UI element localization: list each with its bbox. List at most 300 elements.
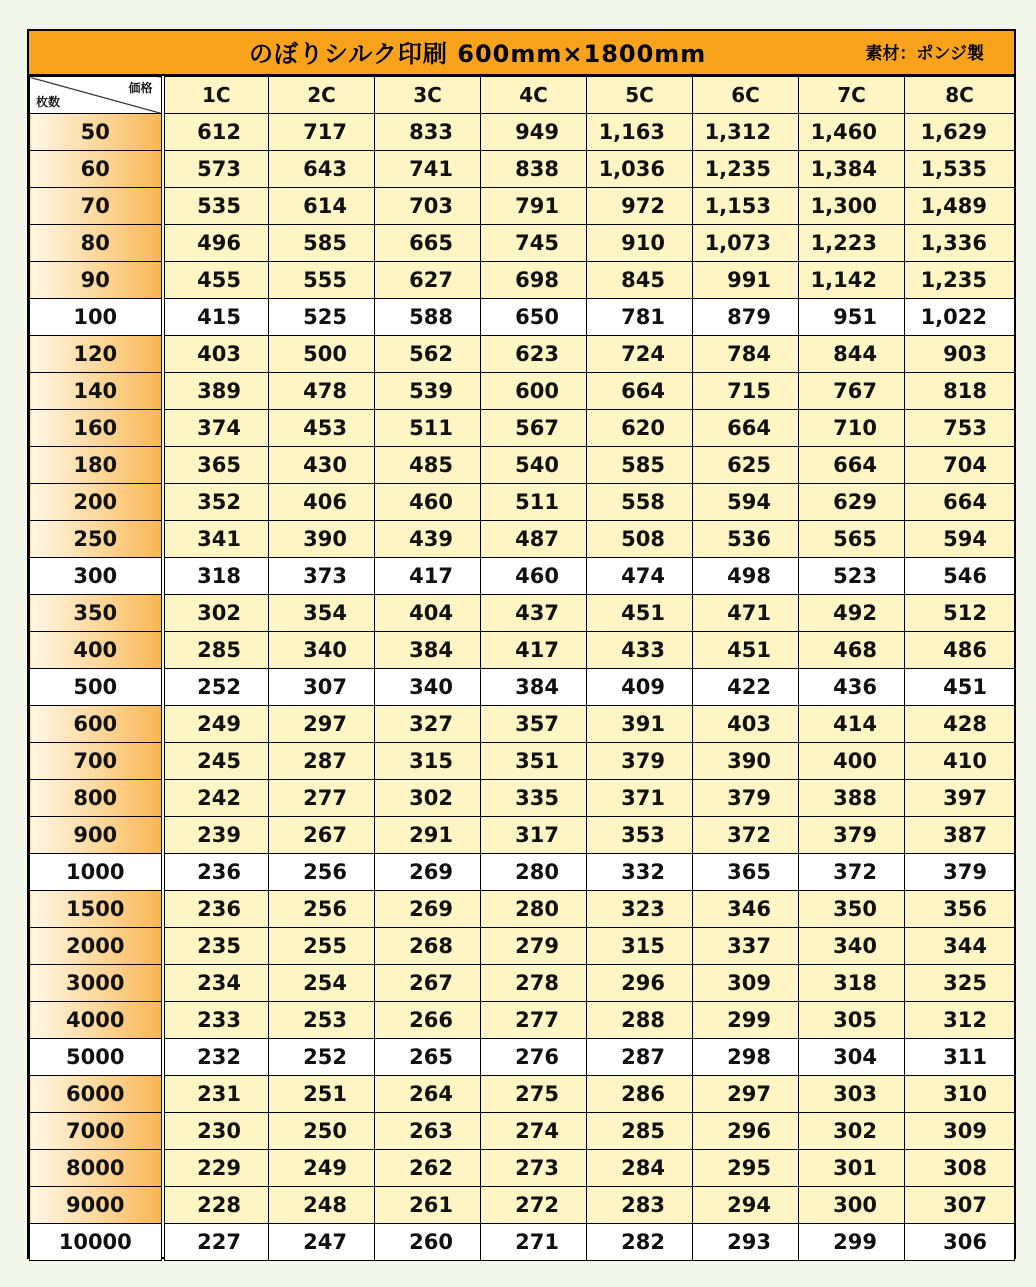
price-cell: 523 [799,558,905,595]
price-cell: 317 [481,817,587,854]
price-cell: 555 [269,262,375,299]
price-label: 価格 [128,81,153,95]
price-cell: 274 [481,1113,587,1150]
table-row [30,558,1015,595]
price-cell: 400 [799,743,905,780]
price-cell: 388 [799,780,905,817]
price-cell: 232 [163,1039,269,1076]
price-cell: 255 [269,928,375,965]
price-cell: 291 [375,817,481,854]
price-table [29,76,1015,1261]
price-cell: 468 [799,632,905,669]
price-cell: 372 [799,854,905,891]
price-cell: 279 [481,928,587,965]
price-cell: 710 [799,410,905,447]
price-cell: 451 [905,669,1015,706]
price-cell: 309 [905,1113,1015,1150]
price-cell: 249 [269,1150,375,1187]
price-cell: 838 [481,151,587,188]
price-cell: 344 [905,928,1015,965]
price-cell: 753 [905,410,1015,447]
quantity-cell: 2000 [30,928,163,965]
table-row [30,225,1015,262]
quantity-label: 枚数 [36,95,61,109]
price-cell: 903 [905,336,1015,373]
price-cell: 297 [693,1076,799,1113]
price-cell: 312 [905,1002,1015,1039]
price-cell: 372 [693,817,799,854]
quantity-cell: 90 [30,262,163,299]
price-cell: 620 [587,410,693,447]
price-cell: 1,153 [693,188,799,225]
price-cell: 949 [481,114,587,151]
table-row [30,151,1015,188]
price-cell: 451 [587,595,693,632]
quantity-cell: 80 [30,225,163,262]
price-cell: 600 [481,373,587,410]
price-cell: 406 [269,484,375,521]
table-row [30,262,1015,299]
price-cell: 236 [163,854,269,891]
price-cell: 410 [905,743,1015,780]
price-cell: 256 [269,854,375,891]
price-cell: 451 [693,632,799,669]
quantity-cell: 140 [30,373,163,410]
price-cell: 371 [587,780,693,817]
price-cell: 304 [799,1039,905,1076]
price-cell: 536 [693,521,799,558]
price-cell: 724 [587,336,693,373]
price-cell: 387 [905,817,1015,854]
price-cell: 252 [269,1039,375,1076]
price-cell: 231 [163,1076,269,1113]
table-row [30,114,1015,151]
price-cell: 540 [481,447,587,484]
table-row [30,1002,1015,1039]
price-cell: 833 [375,114,481,151]
price-cell: 430 [269,447,375,484]
price-cell: 614 [269,188,375,225]
table-row [30,1187,1015,1224]
quantity-cell: 7000 [30,1113,163,1150]
price-cell: 283 [587,1187,693,1224]
price-cell: 234 [163,965,269,1002]
price-cell: 301 [799,1150,905,1187]
quantity-cell: 50 [30,114,163,151]
column-header: 7C [799,77,905,114]
table-row [30,1076,1015,1113]
price-cell: 664 [587,373,693,410]
price-cell: 715 [693,373,799,410]
price-cell: 664 [693,410,799,447]
table-row [30,521,1015,558]
table-row [30,1113,1015,1150]
price-cell: 1,336 [905,225,1015,262]
price-cell: 627 [375,262,481,299]
price-cell: 233 [163,1002,269,1039]
price-cell: 562 [375,336,481,373]
price-cell: 256 [269,891,375,928]
column-header: 5C [587,77,693,114]
price-cell: 951 [799,299,905,336]
page-title: のぼりシルク印刷 600mm×1800mm [249,40,707,68]
price-cell: 486 [905,632,1015,669]
price-cell: 307 [905,1187,1015,1224]
price-cell: 250 [269,1113,375,1150]
price-cell: 318 [799,965,905,1002]
price-cell: 698 [481,262,587,299]
table-row [30,669,1015,706]
price-cell: 254 [269,965,375,1002]
price-cell: 437 [481,595,587,632]
price-cell: 500 [269,336,375,373]
price-cell: 487 [481,521,587,558]
price-cell: 249 [163,706,269,743]
price-cell: 403 [693,706,799,743]
price-cell: 267 [269,817,375,854]
price-cell: 228 [163,1187,269,1224]
price-cell: 353 [587,817,693,854]
price-cell: 351 [481,743,587,780]
price-cell: 567 [481,410,587,447]
price-cell: 296 [587,965,693,1002]
price-cell: 332 [587,854,693,891]
price-cell: 379 [799,817,905,854]
price-cell: 525 [269,299,375,336]
price-cell: 239 [163,817,269,854]
header-row [30,77,1015,114]
price-cell: 297 [269,706,375,743]
price-cell: 287 [587,1039,693,1076]
material-label: 素材：ポンジ製 [865,44,984,64]
price-cell: 717 [269,114,375,151]
price-cell: 229 [163,1150,269,1187]
price-cell: 972 [587,188,693,225]
quantity-cell: 6000 [30,1076,163,1113]
table-row [30,632,1015,669]
quantity-cell: 9000 [30,1187,163,1224]
quantity-cell: 600 [30,706,163,743]
table-row [30,1224,1015,1261]
price-cell: 433 [587,632,693,669]
price-cell: 422 [693,669,799,706]
table-row [30,780,1015,817]
price-sheet [27,29,1016,1259]
price-cell: 252 [163,669,269,706]
column-header: 6C [693,77,799,114]
price-cell: 664 [799,447,905,484]
price-cell: 374 [163,410,269,447]
price-cell: 325 [905,965,1015,1002]
table-row [30,447,1015,484]
price-cell: 340 [269,632,375,669]
price-cell: 260 [375,1224,481,1261]
price-cell: 455 [163,262,269,299]
price-cell: 478 [269,373,375,410]
price-cell: 294 [693,1187,799,1224]
quantity-cell: 900 [30,817,163,854]
price-cell: 264 [375,1076,481,1113]
price-cell: 625 [693,447,799,484]
quantity-cell: 700 [30,743,163,780]
price-cell: 269 [375,854,481,891]
price-cell: 352 [163,484,269,521]
price-cell: 379 [693,780,799,817]
price-cell: 585 [587,447,693,484]
quantity-cell: 10000 [30,1224,163,1261]
price-cell: 1,300 [799,188,905,225]
price-cell: 512 [905,595,1015,632]
quantity-cell: 200 [30,484,163,521]
price-cell: 508 [587,521,693,558]
price-cell: 460 [481,558,587,595]
quantity-cell: 1500 [30,891,163,928]
price-cell: 404 [375,595,481,632]
price-cell: 282 [587,1224,693,1261]
price-cell: 384 [375,632,481,669]
price-cell: 302 [799,1113,905,1150]
price-cell: 365 [693,854,799,891]
price-cell: 1,022 [905,299,1015,336]
price-cell: 539 [375,373,481,410]
price-cell: 594 [905,521,1015,558]
price-cell: 485 [375,447,481,484]
price-cell: 306 [905,1224,1015,1261]
price-cell: 594 [693,484,799,521]
price-cell: 496 [163,225,269,262]
price-cell: 703 [375,188,481,225]
corner-cell [30,77,163,114]
price-cell: 389 [163,373,269,410]
column-header: 3C [375,77,481,114]
price-cell: 453 [269,410,375,447]
price-cell: 242 [163,780,269,817]
price-cell: 474 [587,558,693,595]
table-row [30,706,1015,743]
price-cell: 311 [905,1039,1015,1076]
price-cell: 1,036 [587,151,693,188]
price-cell: 277 [269,780,375,817]
price-cell: 498 [693,558,799,595]
quantity-cell: 60 [30,151,163,188]
price-cell: 267 [375,965,481,1002]
table-row [30,817,1015,854]
price-cell: 391 [587,706,693,743]
column-header: 1C [163,77,269,114]
price-cell: 428 [905,706,1015,743]
price-cell: 235 [163,928,269,965]
price-cell: 390 [693,743,799,780]
price-cell: 298 [693,1039,799,1076]
price-cell: 417 [481,632,587,669]
price-cell: 745 [481,225,587,262]
price-cell: 286 [587,1076,693,1113]
price-cell: 767 [799,373,905,410]
price-cell: 910 [587,225,693,262]
price-cell: 356 [905,891,1015,928]
price-cell: 287 [269,743,375,780]
quantity-cell: 4000 [30,1002,163,1039]
quantity-cell: 8000 [30,1150,163,1187]
price-cell: 300 [799,1187,905,1224]
price-cell: 818 [905,373,1015,410]
price-cell: 340 [799,928,905,965]
price-cell: 1,535 [905,151,1015,188]
quantity-cell: 120 [30,336,163,373]
price-cell: 409 [587,669,693,706]
price-cell: 303 [799,1076,905,1113]
price-cell: 268 [375,928,481,965]
price-cell: 397 [905,780,1015,817]
quantity-cell: 500 [30,669,163,706]
price-cell: 245 [163,743,269,780]
price-cell: 415 [163,299,269,336]
quantity-cell: 3000 [30,965,163,1002]
price-cell: 414 [799,706,905,743]
price-cell: 285 [587,1113,693,1150]
price-cell: 236 [163,891,269,928]
price-cell: 318 [163,558,269,595]
price-cell: 310 [905,1076,1015,1113]
price-cell: 280 [481,854,587,891]
table-row [30,410,1015,447]
table-row [30,336,1015,373]
price-cell: 302 [163,595,269,632]
price-cell: 340 [375,669,481,706]
price-cell: 280 [481,891,587,928]
price-cell: 272 [481,1187,587,1224]
price-cell: 293 [693,1224,799,1261]
price-cell: 315 [375,743,481,780]
quantity-cell: 180 [30,447,163,484]
price-cell: 643 [269,151,375,188]
price-cell: 1,629 [905,114,1015,151]
price-cell: 273 [481,1150,587,1187]
table-row [30,891,1015,928]
price-cell: 296 [693,1113,799,1150]
price-cell: 263 [375,1113,481,1150]
price-cell: 511 [375,410,481,447]
price-cell: 791 [481,188,587,225]
quantity-cell: 5000 [30,1039,163,1076]
price-cell: 565 [799,521,905,558]
price-cell: 271 [481,1224,587,1261]
price-cell: 379 [587,743,693,780]
price-cell: 251 [269,1076,375,1113]
price-cell: 436 [799,669,905,706]
price-cell: 309 [693,965,799,1002]
price-cell: 511 [481,484,587,521]
price-cell: 612 [163,114,269,151]
price-cell: 471 [693,595,799,632]
table-row [30,188,1015,225]
price-cell: 307 [269,669,375,706]
price-cell: 439 [375,521,481,558]
price-cell: 227 [163,1224,269,1261]
price-cell: 492 [799,595,905,632]
table-row [30,484,1015,521]
price-cell: 1,312 [693,114,799,151]
price-cell: 1,460 [799,114,905,151]
price-cell: 664 [905,484,1015,521]
quantity-cell: 300 [30,558,163,595]
price-cell: 266 [375,1002,481,1039]
price-cell: 341 [163,521,269,558]
price-cell: 278 [481,965,587,1002]
price-cell: 1,073 [693,225,799,262]
price-cell: 991 [693,262,799,299]
table-row [30,854,1015,891]
price-cell: 261 [375,1187,481,1224]
price-cell: 585 [269,225,375,262]
price-cell: 365 [163,447,269,484]
price-cell: 335 [481,780,587,817]
price-cell: 588 [375,299,481,336]
quantity-cell: 1000 [30,854,163,891]
price-cell: 460 [375,484,481,521]
price-cell: 269 [375,891,481,928]
price-cell: 1,384 [799,151,905,188]
price-cell: 337 [693,928,799,965]
price-cell: 315 [587,928,693,965]
price-cell: 357 [481,706,587,743]
price-cell: 276 [481,1039,587,1076]
price-cell: 1,142 [799,262,905,299]
price-cell: 1,223 [799,225,905,262]
price-cell: 247 [269,1224,375,1261]
price-cell: 285 [163,632,269,669]
price-cell: 295 [693,1150,799,1187]
table-row [30,595,1015,632]
price-cell: 350 [799,891,905,928]
table-body [30,114,1015,1261]
price-cell: 629 [799,484,905,521]
quantity-cell: 250 [30,521,163,558]
price-cell: 1,163 [587,114,693,151]
price-cell: 573 [163,151,269,188]
column-header: 8C [905,77,1015,114]
price-cell: 390 [269,521,375,558]
price-cell: 558 [587,484,693,521]
price-cell: 248 [269,1187,375,1224]
price-cell: 323 [587,891,693,928]
price-cell: 535 [163,188,269,225]
price-cell: 784 [693,336,799,373]
price-cell: 373 [269,558,375,595]
price-cell: 305 [799,1002,905,1039]
price-cell: 417 [375,558,481,595]
price-cell: 265 [375,1039,481,1076]
price-cell: 781 [587,299,693,336]
price-cell: 665 [375,225,481,262]
table-row [30,373,1015,410]
quantity-cell: 350 [30,595,163,632]
price-cell: 299 [693,1002,799,1039]
price-cell: 299 [799,1224,905,1261]
price-cell: 704 [905,447,1015,484]
quantity-cell: 160 [30,410,163,447]
price-cell: 262 [375,1150,481,1187]
price-cell: 384 [481,669,587,706]
price-cell: 623 [481,336,587,373]
table-row [30,1150,1015,1187]
price-cell: 1,235 [905,262,1015,299]
price-cell: 354 [269,595,375,632]
price-cell: 1,489 [905,188,1015,225]
price-cell: 275 [481,1076,587,1113]
price-cell: 650 [481,299,587,336]
price-cell: 379 [905,854,1015,891]
